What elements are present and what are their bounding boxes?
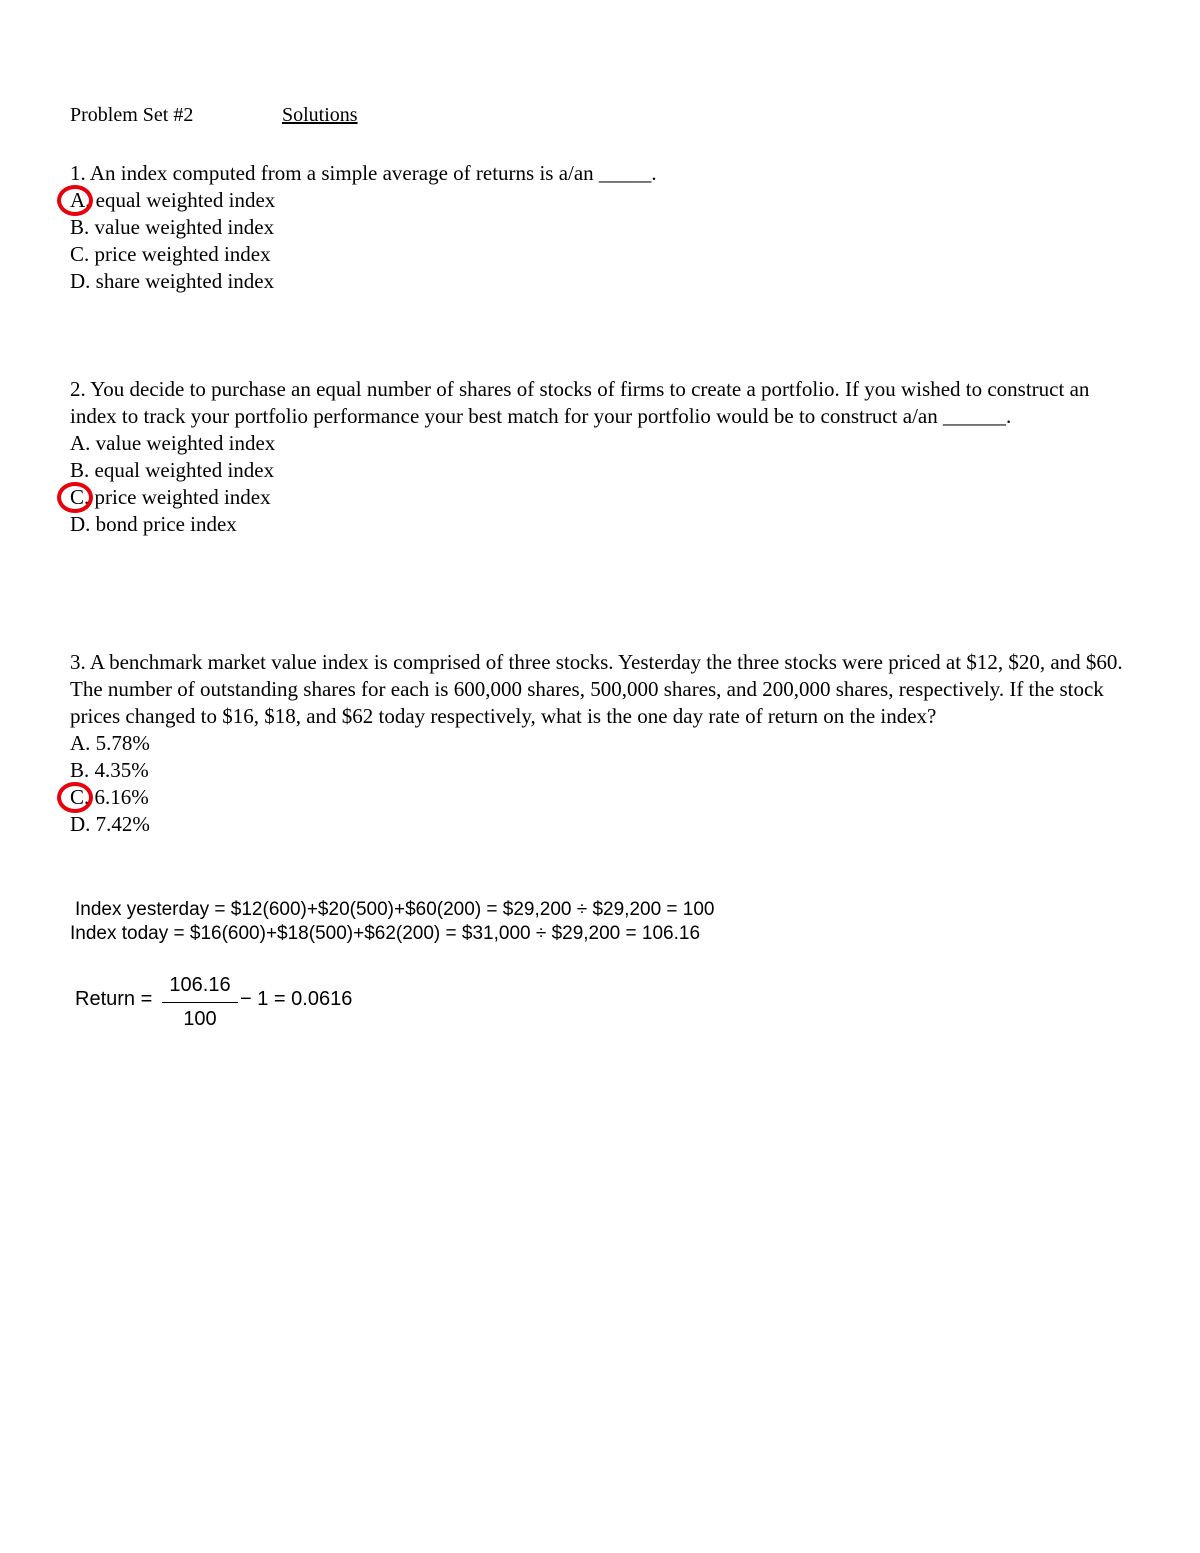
question-1-text: 1. An index computed from a simple average of returns is a/an _____. xyxy=(70,161,657,185)
answer-circle-mark xyxy=(57,482,93,513)
question-2-text: 2. You decide to purchase an equal number of shares of stocks of firms to create a portfolio. If you wished to construct an index to track your portfolio performance your best match for your portfolio would be to construct a/an ______. xyxy=(70,377,1090,428)
question-3-text: 3. A benchmark market value index is comprised of three stocks. Yesterday the three stocks were priced at $12, $20, and $60. The number of outstanding shares for each is 600,000 shares, 500,000 shares, and 200,000 shares, respectively. If the stock prices changed to $16, $18, and $62 today respectively, what is the one day rate of return on the index? xyxy=(70,650,1123,728)
question-1 xyxy=(70,160,1140,295)
index-yesterday-line: Index yesterday = $12(600)+$20(500)+$60(200) = $29,200 ÷ $29,200 = 100 xyxy=(75,899,715,920)
question-1-option-a: A. equal weighted index xyxy=(70,187,1140,214)
question-3-option-a: A. 5.78% xyxy=(70,731,150,755)
question-1-option-b: B. value weighted index xyxy=(70,215,275,239)
question-2-option-d: D. bond price index xyxy=(70,512,237,536)
fraction-bar xyxy=(162,1002,238,1003)
formula-fraction xyxy=(162,972,238,1032)
page-header xyxy=(70,102,358,128)
problem-set-title: Problem Set #2 xyxy=(70,104,194,126)
question-1-option-c: C. price weighted index xyxy=(70,242,271,266)
question-3-option-c: C. 6.16% xyxy=(70,784,1140,811)
formula-lhs: Return = xyxy=(75,988,153,1010)
answer-circle-mark xyxy=(57,185,93,216)
answer-circle-mark xyxy=(57,782,93,813)
question-2-option-b: B. equal weighted index xyxy=(70,458,275,482)
question-3-option-d: D. 7.42% xyxy=(70,812,150,836)
question-3-option-b: B. 4.35% xyxy=(70,758,149,782)
formula-rhs: − 1 = 0.0616 xyxy=(240,988,353,1010)
index-today-line: Index today = $16(600)+$18(500)+$62(200) = $31,000 ÷ $29,200 = 106.16 xyxy=(70,923,701,944)
solutions-heading: Solutions xyxy=(282,104,358,126)
question-2-option-a: A. value weighted index xyxy=(70,431,276,455)
question-1-option-d: D. share weighted index xyxy=(70,269,275,293)
question-3 xyxy=(70,649,1140,838)
formula-numerator: 106.16 xyxy=(169,974,231,996)
calculation-block xyxy=(70,898,715,946)
question-2 xyxy=(70,376,1140,538)
question-2-option-c: C. price weighted index xyxy=(70,484,1140,511)
formula-denominator: 100 xyxy=(183,1008,217,1030)
